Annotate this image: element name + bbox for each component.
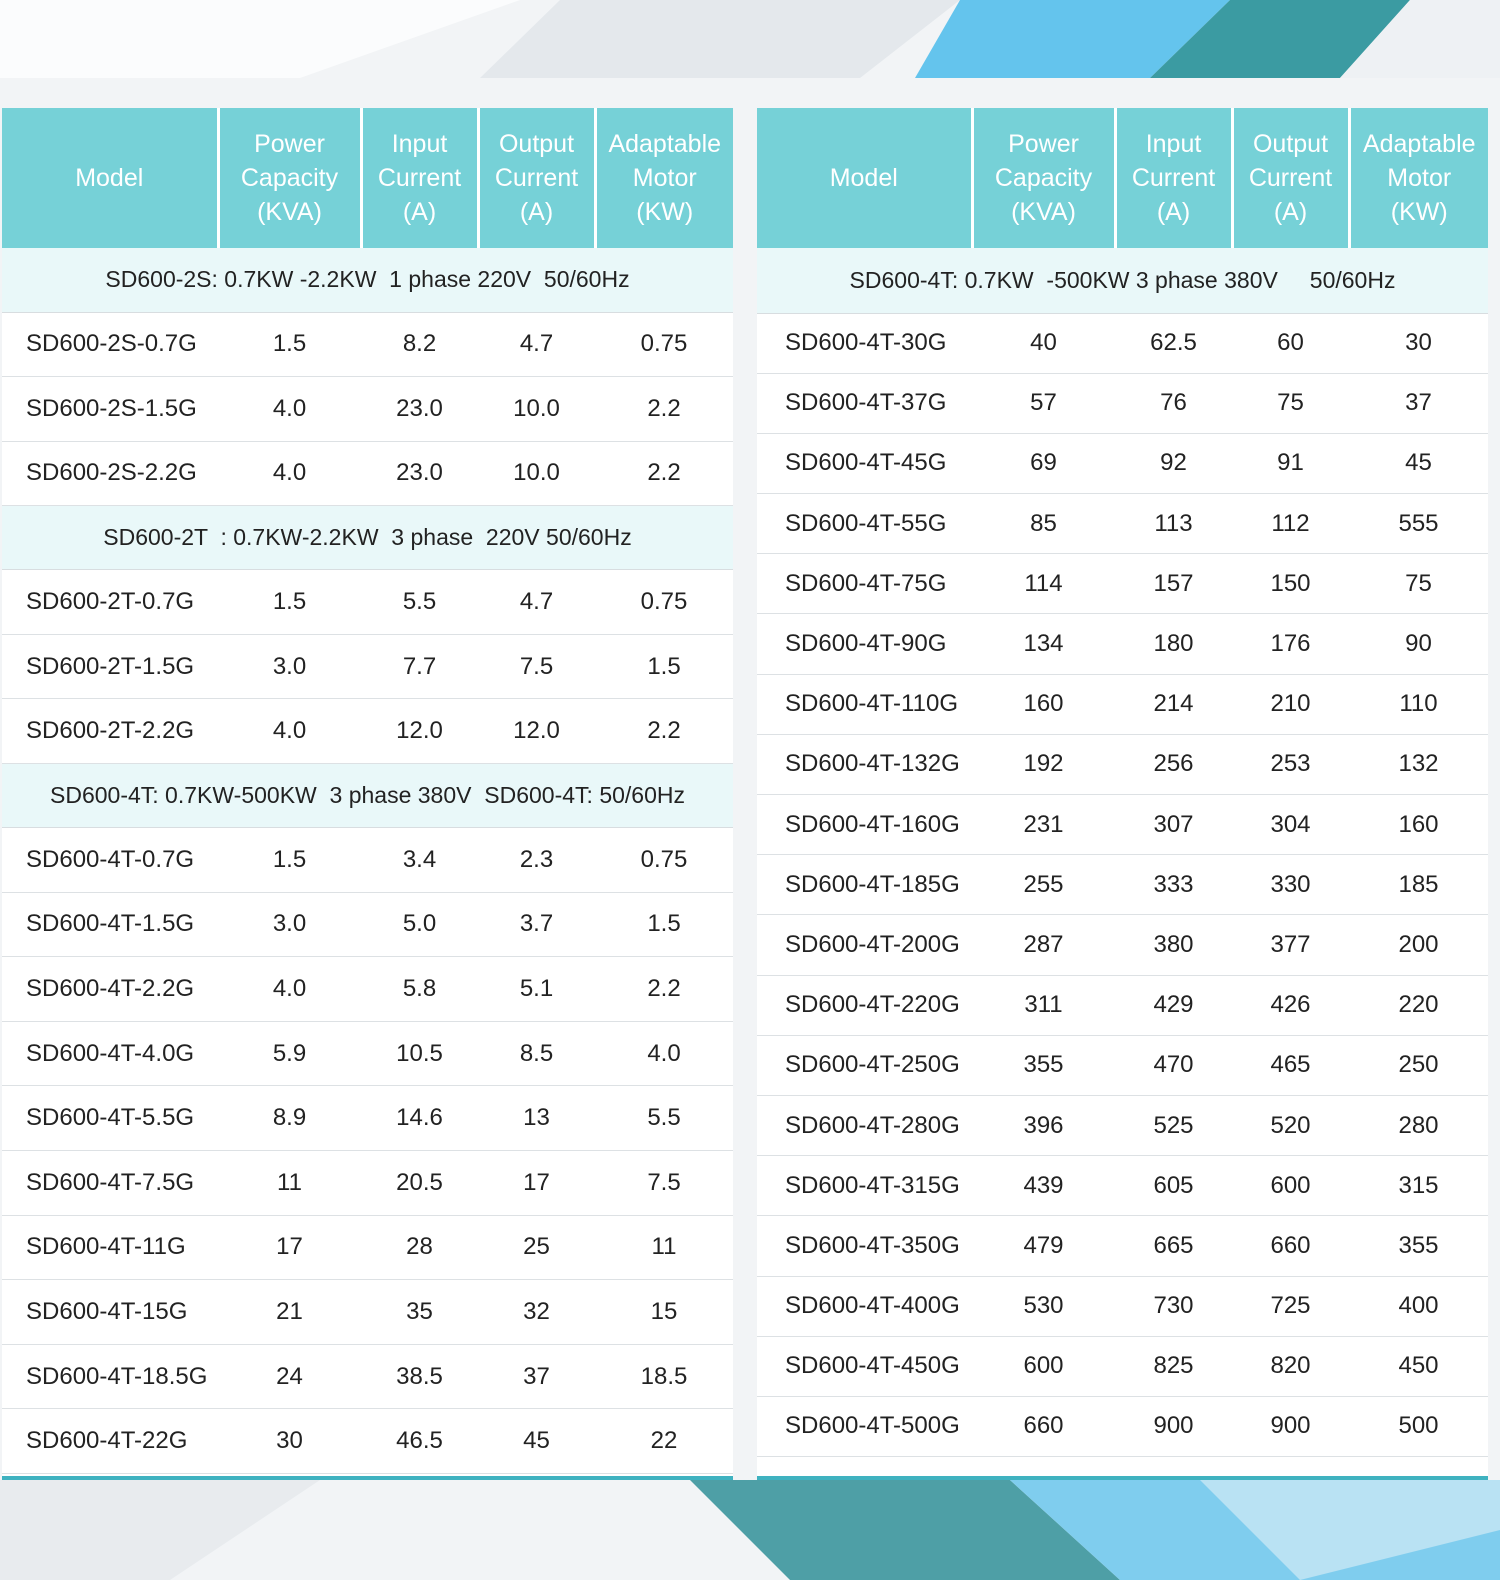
cell-model: SD600-4T-400G: [757, 1276, 972, 1336]
cell-power-capacity: 4.0: [218, 699, 361, 764]
cell-input-current: 5.5: [361, 570, 478, 635]
cell-model: SD600-4T-1.5G: [2, 892, 218, 957]
cell-output-current: 4.7: [478, 570, 595, 635]
cell-input-current: 214: [1115, 674, 1232, 734]
cell-power-capacity: 396: [972, 1095, 1115, 1155]
header-power-capacity: Power Capacity (KVA): [218, 108, 361, 248]
cell-input-current: 730: [1115, 1276, 1232, 1336]
cell-output-current: 91: [1232, 433, 1349, 493]
cell-adaptable-motor: 4.0: [595, 1021, 733, 1086]
cell-input-current: 62.5: [1115, 313, 1232, 373]
header-adaptable-motor: Adaptable Motor (KW): [1349, 108, 1488, 248]
table-row: [2, 634, 733, 699]
table-row: [757, 915, 1488, 975]
table-row: [2, 1344, 733, 1409]
cell-input-current: 665: [1115, 1216, 1232, 1276]
header-output-current: Output Current (A): [478, 108, 595, 248]
table-row: [757, 313, 1488, 373]
cell-model: SD600-2S-1.5G: [2, 377, 218, 442]
table-row: [2, 957, 733, 1022]
cell-output-current: 10.0: [478, 377, 595, 442]
cell-input-current: 470: [1115, 1035, 1232, 1095]
cell-input-current: 3.4: [361, 828, 478, 893]
group-title: SD600-4T: 0.7KW-500KW 3 phase 380V SD600-4T: 50/60Hz: [2, 764, 733, 828]
cell-output-current: 12.0: [478, 699, 595, 764]
cell-model: SD600-4T-15G: [2, 1280, 218, 1345]
cell-power-capacity: 3.0: [218, 634, 361, 699]
cell-power-capacity: 1.5: [218, 312, 361, 377]
cell-output-current: 5.1: [478, 957, 595, 1022]
cell-output-current: 900: [1232, 1396, 1349, 1456]
cell-power-capacity: 4.0: [218, 957, 361, 1022]
cell-output-current: 253: [1232, 734, 1349, 794]
cell-input-current: 92: [1115, 433, 1232, 493]
group-header-row: [2, 506, 733, 570]
table-row: [757, 1035, 1488, 1095]
cell-adaptable-motor: 185: [1349, 855, 1488, 915]
cell-input-current: 5.0: [361, 892, 478, 957]
cell-power-capacity: 40: [972, 313, 1115, 373]
cell-power-capacity: 5.9: [218, 1021, 361, 1086]
cell-model: SD600-4T-22G: [2, 1409, 218, 1474]
table-row: [757, 1095, 1488, 1155]
cell-adaptable-motor: 2.2: [595, 441, 733, 506]
cell-model: SD600-4T-200G: [757, 915, 972, 975]
table-header-row: [2, 108, 733, 248]
header-model: Model: [2, 108, 218, 248]
cell-power-capacity: 24: [218, 1344, 361, 1409]
cell-power-capacity: 660: [972, 1396, 1115, 1456]
table-row: [757, 494, 1488, 554]
cell-adaptable-motor: 220: [1349, 975, 1488, 1035]
table-row: [2, 312, 733, 377]
cell-model: SD600-4T-110G: [757, 674, 972, 734]
cell-power-capacity: 11: [218, 1151, 361, 1216]
cell-output-current: 112: [1232, 494, 1349, 554]
cell-output-current: 330: [1232, 855, 1349, 915]
cell-input-current: 7.7: [361, 634, 478, 699]
cell-model: SD600-4T-160G: [757, 795, 972, 855]
cell-power-capacity: 21: [218, 1280, 361, 1345]
cell-power-capacity: 255: [972, 855, 1115, 915]
table-row: [2, 1215, 733, 1280]
cell-model: SD600-4T-45G: [757, 433, 972, 493]
cell-input-current: 157: [1115, 554, 1232, 614]
cell-input-current: 10.5: [361, 1021, 478, 1086]
cell-model: SD600-4T-0.7G: [2, 828, 218, 893]
cell-adaptable-motor: 555: [1349, 494, 1488, 554]
cell-adaptable-motor: 1.5: [595, 892, 733, 957]
cell-adaptable-motor: 75: [1349, 554, 1488, 614]
cell-power-capacity: 114: [972, 554, 1115, 614]
cell-model: SD600-4T-75G: [757, 554, 972, 614]
cell-model: SD600-4T-37G: [757, 373, 972, 433]
cell-power-capacity: 69: [972, 433, 1115, 493]
cell-model: SD600-2T-0.7G: [2, 570, 218, 635]
cell-adaptable-motor: 200: [1349, 915, 1488, 975]
cell-adaptable-motor: 22: [595, 1409, 733, 1474]
table-row: [2, 1021, 733, 1086]
cell-power-capacity: 30: [218, 1409, 361, 1474]
spec-table-left: [2, 108, 733, 1474]
cell-model: SD600-4T-11G: [2, 1215, 218, 1280]
table-row: [2, 441, 733, 506]
cell-adaptable-motor: 132: [1349, 734, 1488, 794]
cell-output-current: 820: [1232, 1336, 1349, 1396]
cell-model: SD600-4T-18.5G: [2, 1344, 218, 1409]
cell-power-capacity: 1.5: [218, 828, 361, 893]
cell-power-capacity: 530: [972, 1276, 1115, 1336]
cell-input-current: 900: [1115, 1396, 1232, 1456]
cell-adaptable-motor: 90: [1349, 614, 1488, 674]
cell-power-capacity: 3.0: [218, 892, 361, 957]
table-row: [757, 1396, 1488, 1456]
cell-output-current: 725: [1232, 1276, 1349, 1336]
cell-power-capacity: 192: [972, 734, 1115, 794]
cell-output-current: 210: [1232, 674, 1349, 734]
cell-adaptable-motor: 18.5: [595, 1344, 733, 1409]
table-row: [757, 614, 1488, 674]
cell-model: SD600-2S-2.2G: [2, 441, 218, 506]
cell-power-capacity: 600: [972, 1336, 1115, 1396]
cell-power-capacity: 160: [972, 674, 1115, 734]
table-row: [2, 699, 733, 764]
cell-power-capacity: 1.5: [218, 570, 361, 635]
cell-output-current: 45: [478, 1409, 595, 1474]
cell-output-current: 377: [1232, 915, 1349, 975]
cell-power-capacity: 479: [972, 1216, 1115, 1276]
table-row: [757, 975, 1488, 1035]
cell-adaptable-motor: 2.2: [595, 377, 733, 442]
table-row: [2, 828, 733, 893]
cell-output-current: 25: [478, 1215, 595, 1280]
header-input-current: Input Current (A): [361, 108, 478, 248]
cell-power-capacity: 4.0: [218, 377, 361, 442]
header-model: Model: [757, 108, 972, 248]
table-row: [757, 1276, 1488, 1336]
cell-adaptable-motor: 5.5: [595, 1086, 733, 1151]
table-row: [2, 1151, 733, 1216]
cell-output-current: 304: [1232, 795, 1349, 855]
cell-input-current: 307: [1115, 795, 1232, 855]
table-row: [2, 892, 733, 957]
cell-output-current: 13: [478, 1086, 595, 1151]
cell-adaptable-motor: 355: [1349, 1216, 1488, 1276]
cell-input-current: 825: [1115, 1336, 1232, 1396]
cell-power-capacity: 311: [972, 975, 1115, 1035]
cell-model: SD600-2T-2.2G: [2, 699, 218, 764]
table-row: [757, 1336, 1488, 1396]
cell-adaptable-motor: 30: [1349, 313, 1488, 373]
cell-input-current: 23.0: [361, 377, 478, 442]
cell-input-current: 46.5: [361, 1409, 478, 1474]
cell-adaptable-motor: 15: [595, 1280, 733, 1345]
cell-input-current: 605: [1115, 1156, 1232, 1216]
cell-power-capacity: 439: [972, 1156, 1115, 1216]
cell-input-current: 525: [1115, 1095, 1232, 1155]
cell-model: SD600-4T-350G: [757, 1216, 972, 1276]
spec-table-right: [757, 108, 1488, 1457]
cell-model: SD600-4T-220G: [757, 975, 972, 1035]
cell-power-capacity: 231: [972, 795, 1115, 855]
cell-input-current: 333: [1115, 855, 1232, 915]
cell-model: SD600-4T-30G: [757, 313, 972, 373]
cell-power-capacity: 8.9: [218, 1086, 361, 1151]
cell-power-capacity: 287: [972, 915, 1115, 975]
table-row: [2, 1280, 733, 1345]
cell-model: SD600-4T-5.5G: [2, 1086, 218, 1151]
cell-adaptable-motor: 0.75: [595, 312, 733, 377]
cell-output-current: 600: [1232, 1156, 1349, 1216]
cell-model: SD600-2S-0.7G: [2, 312, 218, 377]
group-header-row: [2, 764, 733, 828]
cell-output-current: 4.7: [478, 312, 595, 377]
header-power-capacity: Power Capacity (KVA): [972, 108, 1115, 248]
cell-output-current: 465: [1232, 1035, 1349, 1095]
table-body-left: [2, 248, 733, 1474]
cell-adaptable-motor: 315: [1349, 1156, 1488, 1216]
cell-input-current: 380: [1115, 915, 1232, 975]
cell-model: SD600-4T-90G: [757, 614, 972, 674]
cell-input-current: 12.0: [361, 699, 478, 764]
cell-power-capacity: 355: [972, 1035, 1115, 1095]
cell-output-current: 176: [1232, 614, 1349, 674]
cell-model: SD600-4T-500G: [757, 1396, 972, 1456]
cell-input-current: 38.5: [361, 1344, 478, 1409]
cell-adaptable-motor: 1.5: [595, 634, 733, 699]
cell-output-current: 7.5: [478, 634, 595, 699]
cell-power-capacity: 57: [972, 373, 1115, 433]
cell-output-current: 2.3: [478, 828, 595, 893]
cell-input-current: 76: [1115, 373, 1232, 433]
cell-adaptable-motor: 400: [1349, 1276, 1488, 1336]
header-input-current: Input Current (A): [1115, 108, 1232, 248]
cell-model: SD600-4T-7.5G: [2, 1151, 218, 1216]
cell-input-current: 35: [361, 1280, 478, 1345]
cell-input-current: 113: [1115, 494, 1232, 554]
cell-adaptable-motor: 250: [1349, 1035, 1488, 1095]
cell-adaptable-motor: 0.75: [595, 570, 733, 635]
cell-adaptable-motor: 110: [1349, 674, 1488, 734]
cell-adaptable-motor: 45: [1349, 433, 1488, 493]
table-row: [2, 570, 733, 635]
group-title: SD600-2S: 0.7KW -2.2KW 1 phase 220V 50/60Hz: [2, 248, 733, 312]
table-row: [757, 674, 1488, 734]
cell-input-current: 28: [361, 1215, 478, 1280]
table-row: [757, 734, 1488, 794]
table-row: [2, 377, 733, 442]
cell-model: SD600-4T-55G: [757, 494, 972, 554]
cell-adaptable-motor: 2.2: [595, 957, 733, 1022]
cell-model: SD600-4T-185G: [757, 855, 972, 915]
cell-output-current: 8.5: [478, 1021, 595, 1086]
cell-model: SD600-4T-450G: [757, 1336, 972, 1396]
cell-input-current: 429: [1115, 975, 1232, 1035]
cell-model: SD600-4T-250G: [757, 1035, 972, 1095]
cell-output-current: 17: [478, 1151, 595, 1216]
spec-table-left-panel: [2, 108, 733, 1480]
table-header-row: [757, 108, 1488, 248]
cell-output-current: 520: [1232, 1095, 1349, 1155]
cell-input-current: 5.8: [361, 957, 478, 1022]
cell-model: SD600-2T-1.5G: [2, 634, 218, 699]
cell-adaptable-motor: 37: [1349, 373, 1488, 433]
cell-adaptable-motor: 7.5: [595, 1151, 733, 1216]
cell-adaptable-motor: 11: [595, 1215, 733, 1280]
cell-model: SD600-4T-315G: [757, 1156, 972, 1216]
cell-model: SD600-4T-2.2G: [2, 957, 218, 1022]
cell-output-current: 3.7: [478, 892, 595, 957]
cell-adaptable-motor: 500: [1349, 1396, 1488, 1456]
cell-input-current: 14.6: [361, 1086, 478, 1151]
table-row: [2, 1086, 733, 1151]
cell-output-current: 60: [1232, 313, 1349, 373]
table-row: [757, 1156, 1488, 1216]
table-row: [757, 433, 1488, 493]
cell-adaptable-motor: 280: [1349, 1095, 1488, 1155]
cell-adaptable-motor: 160: [1349, 795, 1488, 855]
cell-output-current: 426: [1232, 975, 1349, 1035]
cell-adaptable-motor: 450: [1349, 1336, 1488, 1396]
cell-input-current: 180: [1115, 614, 1232, 674]
cell-power-capacity: 17: [218, 1215, 361, 1280]
cell-model: SD600-4T-4.0G: [2, 1021, 218, 1086]
header-adaptable-motor: Adaptable Motor (KW): [595, 108, 733, 248]
group-title: SD600-2T : 0.7KW-2.2KW 3 phase 220V 50/60Hz: [2, 506, 733, 570]
cell-output-current: 660: [1232, 1216, 1349, 1276]
cell-output-current: 10.0: [478, 441, 595, 506]
cell-model: SD600-4T-132G: [757, 734, 972, 794]
cell-power-capacity: 85: [972, 494, 1115, 554]
group-header-row: [757, 248, 1488, 313]
cell-output-current: 150: [1232, 554, 1349, 614]
cell-adaptable-motor: 0.75: [595, 828, 733, 893]
group-title: SD600-4T: 0.7KW -500KW 3 phase 380V 50/60Hz: [757, 248, 1488, 313]
cell-input-current: 20.5: [361, 1151, 478, 1216]
table-row: [757, 1216, 1488, 1276]
table-row: [757, 855, 1488, 915]
cell-power-capacity: 134: [972, 614, 1115, 674]
cell-adaptable-motor: 2.2: [595, 699, 733, 764]
table-row: [757, 373, 1488, 433]
cell-input-current: 8.2: [361, 312, 478, 377]
cell-output-current: 37: [478, 1344, 595, 1409]
spec-table-right-panel: [757, 108, 1488, 1480]
cell-output-current: 32: [478, 1280, 595, 1345]
table-row: [757, 795, 1488, 855]
group-header-row: [2, 248, 733, 312]
cell-input-current: 256: [1115, 734, 1232, 794]
cell-power-capacity: 4.0: [218, 441, 361, 506]
cell-input-current: 23.0: [361, 441, 478, 506]
table-body-right: [757, 248, 1488, 1457]
table-row: [757, 554, 1488, 614]
cell-output-current: 75: [1232, 373, 1349, 433]
header-output-current: Output Current (A): [1232, 108, 1349, 248]
table-row: [2, 1409, 733, 1474]
cell-model: SD600-4T-280G: [757, 1095, 972, 1155]
